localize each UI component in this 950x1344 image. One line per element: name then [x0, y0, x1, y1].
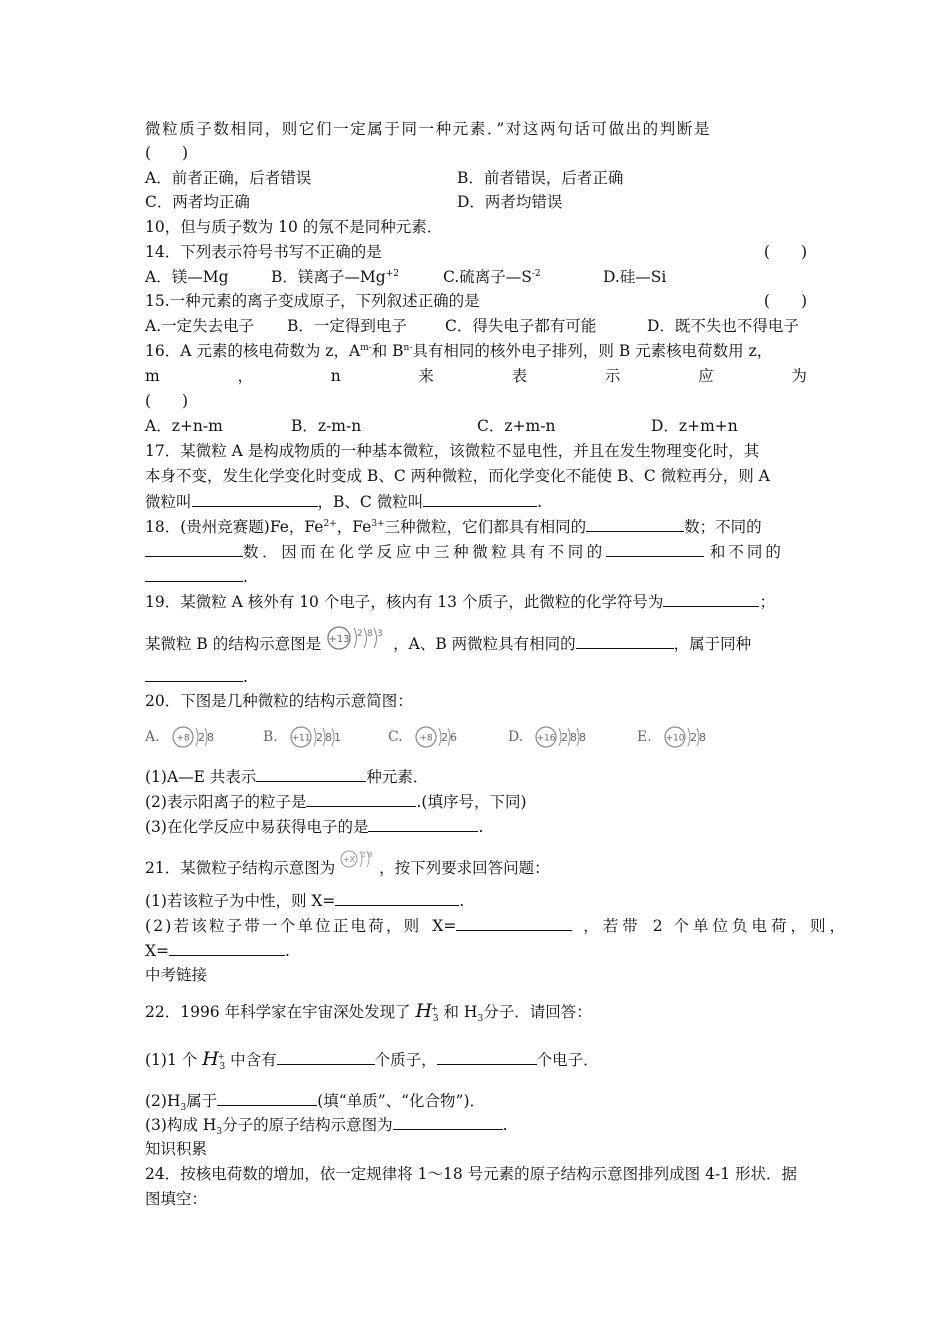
q20-figure-4 [637, 725, 712, 749]
q20-shell-count: 2 [689, 731, 697, 744]
q9-line: 微粒质子数相同，则它们一定属于同一种元素．”对这两句话可做出的判断是 [145, 120, 712, 138]
q20-atom-diagram [172, 725, 220, 749]
q20-shell-count: 2 [440, 731, 448, 744]
q20-nucleus-label: +10 [665, 733, 685, 744]
q20-figure-1 [263, 725, 347, 749]
q21-blank-1 [335, 889, 459, 906]
q20-shell-count: 1 [333, 731, 341, 744]
q17-line2: 本身不变，发生化学变化时变成 B、C 两种微粒，而化学变化不能使 B、C 微粒再分，则 A [145, 467, 770, 485]
h3-ion-symbol: H [415, 1000, 433, 1022]
q19-blank-2 [576, 632, 674, 649]
q20-figure-3 [508, 725, 592, 749]
q19-shell-2: 8 [367, 629, 373, 639]
q19-blank-3 [145, 665, 243, 682]
q21-nucleus-label: +X [343, 855, 356, 864]
q20-blank-2 [306, 790, 416, 807]
q20-shell-count: 2 [561, 731, 569, 744]
q16-option-a: A．z+n-m [145, 417, 223, 435]
q20-shell-count: 8 [324, 731, 332, 744]
q20-shell-count: 8 [570, 731, 578, 744]
q20-blank-1 [256, 765, 366, 782]
q21-blank-3 [169, 939, 285, 956]
q22-sub1: (1)1 个 $H^+_3$ 中含有 个质子， 个电子． [145, 1048, 599, 1073]
q14-option-b: B．镁离子$—Mg^{+2}$ [271, 268, 399, 286]
q19-nucleus-label: +13 [328, 634, 350, 645]
q14-stem: 14．下列表示符号书写不正确的是 ( ) [145, 243, 807, 261]
q14-option-a: A．镁—Mg [145, 268, 229, 286]
q22-stem: 22．1996 年科学家在宇宙深处发现了 $H^+_3$ 和 $H_3$分子．请回答： [145, 1000, 592, 1025]
q24-line2: 图填空： [145, 1190, 208, 1208]
q21-shell-2: 8 [368, 851, 373, 859]
q19-shell-1: 2 [357, 629, 363, 639]
q22-blank-1 [277, 1048, 375, 1065]
q9-option-d: D．两者均错误 [457, 193, 563, 211]
q20-atom-diagram [664, 725, 712, 749]
q21-stem: 21．某微粒子结构示意图为 +X 2 8 ，按下列要求回答问题： [145, 857, 807, 879]
q20-sub1: (1)A—E 共表示 种元素． [145, 765, 807, 788]
q16-option-d: D．z+m+n [651, 417, 738, 435]
q20-figure-label: A. [145, 729, 160, 745]
q15-stem: 15.一种元素的离子变成原子，下列叙述正确的是 ( ) [145, 292, 807, 310]
q21-sub2: (2)若该粒子带一个单位正电荷，则 X= ，若带 2 个单位负电荷，则， [145, 914, 807, 937]
q18-line3: . [145, 565, 807, 588]
q15-option-c: C．得失电子都有可能 [445, 317, 597, 335]
q19-shell-3: 3 [377, 629, 383, 639]
q9-paren: ( ) [145, 144, 189, 162]
h3-ion-symbol-2: H [202, 1048, 219, 1070]
section-heading-exam-link: 中考链接 [145, 966, 208, 984]
q20-blank-3 [368, 815, 478, 832]
q18-blank-3 [606, 540, 704, 557]
q15-option-d: D．既不失也不得电子 [647, 317, 799, 335]
q19-line2: 某微粒 B 的结构示意图是 +13 2 8 3 ，A、B 两微粒具有相同的 ，属于同种 [145, 632, 807, 655]
q20-shell-count: 2 [315, 731, 323, 744]
q22-blank-2 [437, 1048, 537, 1065]
q20-figure-label: B. [263, 729, 278, 745]
q16-option-b: B．z-m-n [291, 417, 362, 435]
q20-atom-diagram [415, 725, 463, 749]
q20-nucleus-label: +8 [175, 733, 190, 744]
q21-shell-1: 2 [361, 851, 366, 859]
q20-shell-count: 2 [197, 731, 205, 744]
q17-line1: 17．某微粒 A 是构成物质的一种基本微粒，该微粒不显电性，并且在发生物理变化时，其 [145, 442, 760, 460]
q20-stem: 20．下图是几种微粒的结构示意简图： [145, 692, 413, 710]
q10-text: 10，但与质子数为 10 的氖不是同种元素． [145, 218, 443, 236]
q20-figure-label: E. [637, 729, 652, 745]
q20-figure-0 [145, 725, 220, 749]
q20-figure-label: D. [508, 729, 524, 745]
q18-blank-2 [145, 540, 243, 557]
q20-nucleus-label: +8 [419, 733, 433, 744]
q20-sub2: (2)表示阳离子的粒子是 .(填序号，下同) [145, 790, 807, 813]
q14-option-d: D.硅—Si [603, 268, 667, 286]
q22-sub3: (3)构成 $H_3$分子的原子结构示意图为 . [145, 1113, 807, 1136]
q20-shell-count: 8 [579, 731, 587, 744]
q22-sub2: $(2)H_3$属于 (填“单质”、“化合物”)． [145, 1089, 807, 1112]
q22-blank-3 [217, 1089, 317, 1106]
q20-figure-2 [388, 725, 463, 749]
q15-option-a: A.一定失去电子 [145, 317, 255, 335]
q14-option-c: C.硫离子$—S^{-2}$ [443, 268, 541, 286]
q9-option-b: B．前者错误，后者正确 [457, 169, 624, 187]
q17-blank-2 [423, 490, 537, 507]
q18-line1: 18．(贵州竞赛题)Fe，$Fe^{2+}$，$Fe^{3+}$三种微粒，它们都具有相同的 数；不同的 [145, 515, 807, 538]
q20-nucleus-label: +11 [291, 733, 311, 744]
q16-paren: ( ) [145, 392, 189, 410]
q21-sub1: (1)若该粒子为中性，则 X= . [145, 889, 807, 912]
q20-shell-count: 8 [698, 731, 706, 744]
q21-atom-diagram [340, 848, 374, 874]
q18-blank-1 [586, 515, 684, 532]
q15-option-b: B．一定得到电子 [287, 317, 407, 335]
q9-option-c: C．两者均正确 [145, 193, 250, 211]
q19-atom-diagram [326, 625, 388, 651]
q17-blank-1 [192, 490, 318, 507]
q20-atom-diagram [535, 725, 592, 749]
q20-figure-label: C. [388, 729, 403, 745]
section-heading-knowledge: 知识积累 [145, 1140, 208, 1158]
q18-blank-4 [145, 565, 243, 582]
q17-line3: 微粒叫 ，B、C 微粒叫 . [145, 490, 807, 513]
q20-shell-count: 6 [449, 731, 457, 744]
q19-line3: . [145, 665, 807, 688]
q21-blank-2 [456, 914, 572, 931]
q20-sub3: (3)在化学反应中易获得电子的是 . [145, 815, 807, 838]
q20-shell-count: 8 [206, 731, 214, 744]
q20-nucleus-label: +16 [536, 733, 556, 744]
q19-blank-1 [663, 590, 759, 607]
q16-line2: m ， n 来 表 示 应 为 [145, 367, 807, 385]
q24-line1: 24．按核电荷数的增加，依一定规律将 1～18 号元素的原子结构示意图排列成图 4-1 形状．据 [145, 1165, 797, 1183]
q19-line1: 19．某微粒 A 核外有 10 个电子，核内有 13 个质子，此微粒的化学符号为 ； [145, 590, 807, 613]
q21-sub2-cont: X= . [145, 939, 807, 962]
q18-line2: 数．因而在化学反应中三种微粒具有不同的 和不同的 [145, 540, 807, 563]
q16-option-c: C．z+m-n [477, 417, 556, 435]
q9-option-a: A．前者正确，后者错误 [145, 169, 312, 187]
q20-atom-diagram [290, 725, 347, 749]
q16-line1: 16．A 元素的核电荷数为 z，$A^{m-}$和 $B^{n-}$具有相同的核外电子排列，则 B 元素核电荷数用 z， [145, 342, 773, 360]
q22-blank-4 [393, 1113, 503, 1130]
